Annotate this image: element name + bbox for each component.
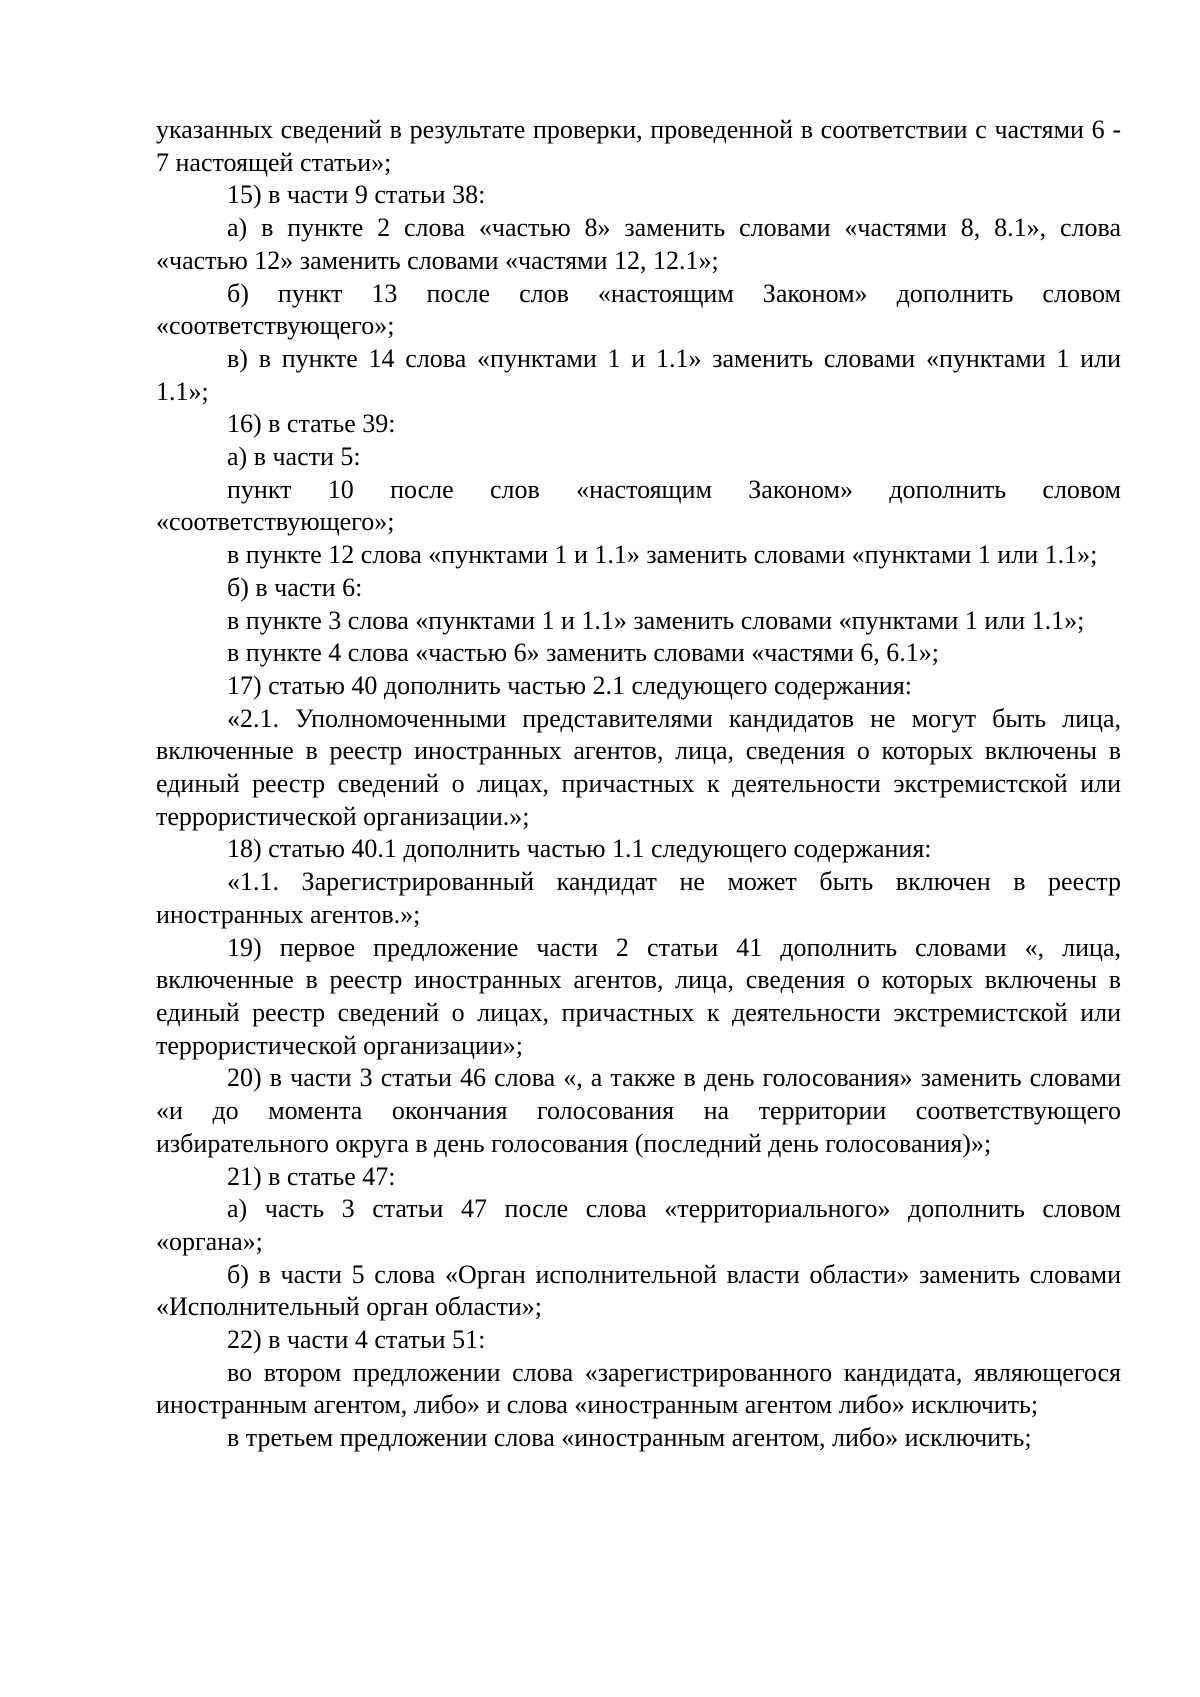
- paragraph: а) в пункте 2 слова «частью 8» заменить словами «частями 8, 8.1», слова «частью 12» заменить словами «частями 12, 12.1»;: [156, 213, 1121, 275]
- paragraph: 22) в части 4 статьи 51:: [227, 1325, 486, 1355]
- paragraph: в третьем предложении слова «иностранным агентом, либо» исключить;: [227, 1423, 1032, 1453]
- paragraph: 19) первое предложение части 2 статьи 41 дополнить словами «, лица, включенные в реестр иностранных агентов, лица, сведения о которых включены в единый реестр сведений о лицах, причастных к деятельности экстремистской или террористической организации»;: [156, 932, 1121, 1060]
- paragraph: пункт 10 после слов «настоящим Законом» дополнить словом «соответствующего»;: [156, 474, 1121, 537]
- paragraph: в пункте 12 слова «пунктами 1 и 1.1» заменить словами «пунктами 1 или 1.1»;: [227, 540, 1098, 570]
- paragraph: в пункте 4 слова «частью 6» заменить словами «частями 6, 6.1»;: [227, 638, 940, 668]
- paragraph: б) в части 6:: [227, 572, 363, 602]
- paragraph: б) в части 5 слова «Орган исполнительной власти области» заменить словами «Исполнительный орган области»;: [156, 1259, 1121, 1322]
- paragraph: указанных сведений в результате проверки, проведенной в соответствии с частями 6 - 7 настоящей статьи»;: [156, 115, 1121, 177]
- paragraph: 20) в части 3 статьи 46 слова «, а также в день голосования» заменить словами «и до момента окончания голосования на территории соответствующего избирательного округа в день голосования (последний день голосования)»;: [156, 1063, 1121, 1158]
- paragraph: в пункте 3 слова «пунктами 1 и 1.1» заменить словами «пунктами 1 или 1.1»;: [227, 605, 1085, 635]
- paragraph: «1.1. Зарегистрированный кандидат не может быть включен в реестр иностранных агентов.»;: [156, 867, 1121, 929]
- paragraph: 16) в статье 39:: [227, 409, 396, 439]
- paragraph: 18) статью 40.1 дополнить частью 1.1 следующего содержания:: [227, 834, 932, 864]
- paragraph: в) в пункте 14 слова «пунктами 1 и 1.1» заменить словами «пунктами 1 или 1.1»;: [156, 343, 1121, 406]
- paragraph: 21) в статье 47:: [227, 1161, 396, 1191]
- paragraph: а) часть 3 статьи 47 после слова «территориального» дополнить словом «органа»;: [156, 1194, 1121, 1256]
- document-body: [156, 114, 1121, 1455]
- paragraph: 15) в части 9 статьи 38:: [227, 180, 486, 210]
- paragraph: б) пункт 13 после слов «настоящим Законом» дополнить словом «соответствующего»;: [156, 278, 1121, 341]
- paragraph: 17) статью 40 дополнить частью 2.1 следующего содержания:: [227, 670, 913, 700]
- paragraph: во втором предложении слова «зарегистрированного кандидата, являющегося иностранным агентом, либо» и слова «иностранным агентом либо» исключить;: [156, 1357, 1121, 1420]
- paragraph: «2.1. Уполномоченными представителями кандидатов не могут быть лица, включенные в реестр иностранных агентов, лица, сведения о которых включены в единый реестр сведений о лицах, причастных к деятельности экстремистской или террористической организации.»;: [156, 703, 1121, 831]
- paragraph: а) в части 5:: [227, 442, 361, 472]
